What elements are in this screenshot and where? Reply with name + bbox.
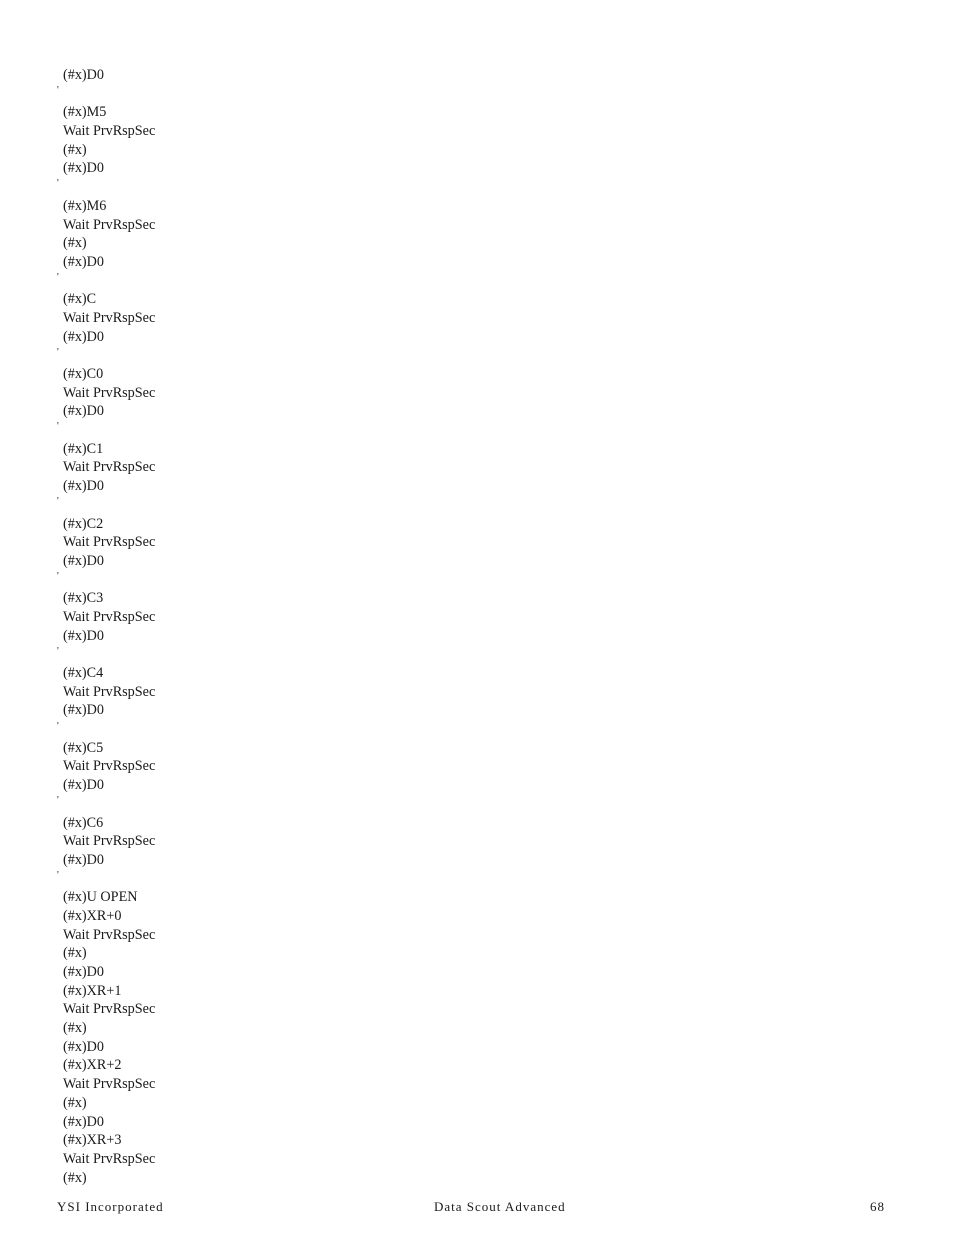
code-line: (#x)U OPEN	[63, 889, 138, 906]
code-line: (#x)C2	[63, 515, 104, 532]
tick-mark: '	[57, 870, 59, 882]
code-line: (#x)M6	[63, 197, 107, 214]
footer-company: YSI Incorporated	[57, 1199, 164, 1214]
code-line: (#x)D0	[63, 160, 104, 177]
code-line: (#x)D0	[63, 1113, 104, 1130]
tick-mark: '	[57, 795, 59, 807]
code-line: (#x)	[63, 235, 87, 252]
tick-mark: '	[57, 178, 59, 190]
code-line: (#x)D0	[63, 702, 104, 719]
tick-mark: '	[57, 271, 59, 283]
blank-line	[63, 421, 463, 440]
blank-line	[63, 645, 463, 664]
tick-mark: '	[57, 645, 59, 657]
code-line: (#x)	[63, 1020, 87, 1037]
code-line: (#x)	[63, 141, 87, 158]
code-line: (#x)C4	[63, 665, 104, 681]
code-line: (#x)C5	[63, 739, 104, 756]
code-line: (#x)D0	[63, 777, 104, 794]
code-line: (#x)D0	[63, 627, 104, 644]
tick-mark: '	[57, 496, 59, 508]
tick-mark: '	[57, 84, 59, 96]
blank-line	[63, 85, 463, 104]
footer-page-number: 68	[870, 1199, 885, 1214]
code-line: Wait PrvRspSec	[63, 926, 156, 943]
code-line: Wait PrvRspSec	[63, 309, 156, 326]
code-line: Wait PrvRspSec	[63, 1150, 156, 1167]
code-line: (#x)D0	[63, 328, 104, 345]
code-line: (#x)D0	[63, 1038, 104, 1055]
code-line: (#x)	[63, 1169, 87, 1186]
code-line: (#x)M5	[63, 104, 107, 121]
code-line: Wait PrvRspSec	[63, 683, 156, 700]
page-footer	[57, 1199, 885, 1217]
code-line: Wait PrvRspSec	[63, 534, 156, 551]
blank-line	[63, 272, 463, 291]
code-line: (#x)C3	[63, 590, 104, 607]
tick-mark: '	[57, 346, 59, 358]
code-line: (#x)D0	[63, 851, 104, 868]
code-line: (#x)C6	[63, 814, 104, 831]
code-line: (#x)C0	[63, 366, 104, 382]
code-line: Wait PrvRspSec	[63, 758, 156, 775]
tick-mark: '	[57, 720, 59, 732]
code-line: (#x)D0	[63, 67, 104, 83]
code-line: (#x)D0	[63, 478, 104, 495]
code-line: Wait PrvRspSec	[63, 123, 156, 140]
blank-line	[63, 720, 463, 739]
code-line: (#x)D0	[63, 552, 104, 569]
footer-title: Data Scout Advanced	[434, 1199, 566, 1214]
tick-mark: '	[57, 570, 59, 582]
blank-line	[63, 496, 463, 515]
code-line: (#x)XR+3	[63, 1132, 122, 1149]
code-line: (#x)C	[63, 291, 97, 308]
code-line: (#x)D0	[63, 403, 104, 420]
code-line: (#x)XR+2	[63, 1057, 122, 1074]
code-line: (#x)D0	[63, 964, 104, 980]
code-line: (#x)C1	[63, 440, 104, 457]
code-line: Wait PrvRspSec	[63, 384, 156, 401]
document-body	[63, 66, 463, 1187]
code-line: Wait PrvRspSec	[63, 1076, 156, 1093]
code-line: (#x)D0	[63, 253, 104, 270]
code-line: Wait PrvRspSec	[63, 216, 156, 233]
code-line: Wait PrvRspSec	[63, 1001, 156, 1018]
code-line: (#x)XR+1	[63, 982, 122, 999]
blank-line	[63, 571, 463, 590]
code-line: (#x)	[63, 945, 87, 962]
tick-mark: '	[57, 421, 59, 433]
code-line: Wait PrvRspSec	[63, 459, 156, 476]
blank-line	[63, 346, 463, 365]
code-line: (#x)	[63, 1094, 87, 1111]
code-line: Wait PrvRspSec	[63, 833, 156, 850]
blank-line	[63, 178, 463, 197]
code-line: (#x)XR+0	[63, 907, 122, 924]
blank-line	[63, 870, 463, 889]
blank-line	[63, 795, 463, 814]
code-line: Wait PrvRspSec	[63, 608, 156, 625]
